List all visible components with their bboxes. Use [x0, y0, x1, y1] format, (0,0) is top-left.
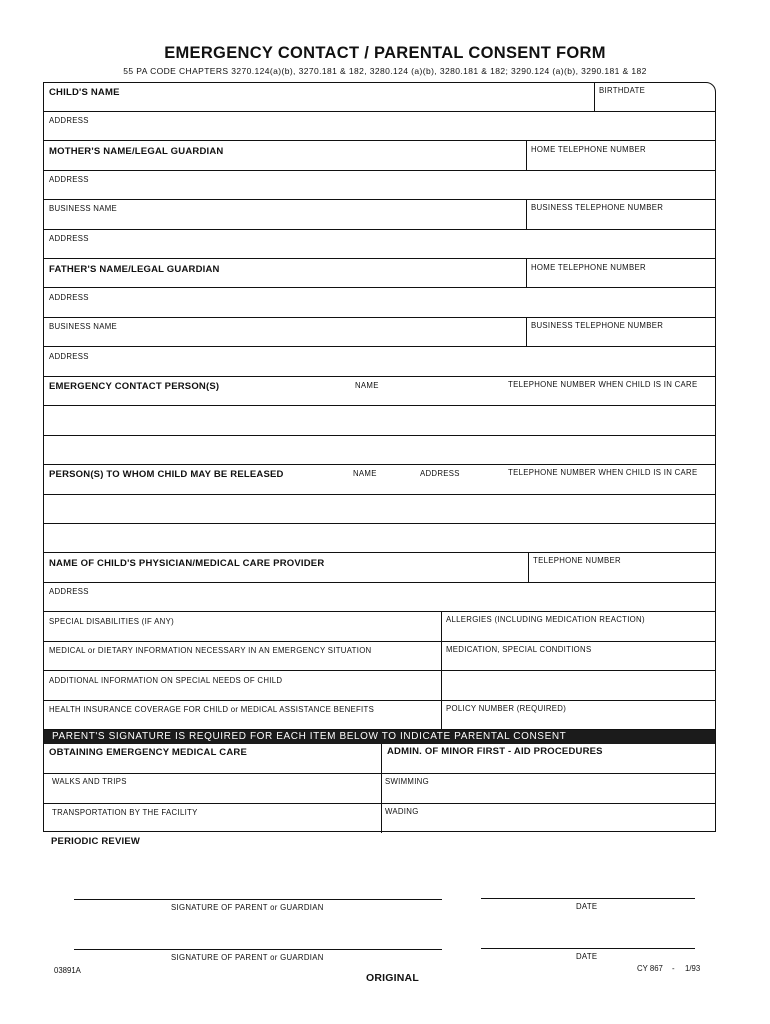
form-revision: 1/93	[685, 964, 701, 973]
signature-label-2: SIGNATURE OF PARENT or GUARDIAN	[171, 953, 324, 962]
row-father-business-address	[44, 347, 715, 377]
mother-business-phone-label: BUSINESS TELEPHONE NUMBER	[531, 203, 664, 212]
father-business-label: BUSINESS NAME	[49, 322, 118, 331]
consent-band	[44, 730, 715, 744]
emergency-phone-label: TELEPHONE NUMBER WHEN CHILD IS IN CARE	[508, 380, 698, 389]
form-number: CY 867	[637, 964, 663, 973]
release-address-label: ADDRESS	[420, 469, 460, 478]
row-release-entry-1	[44, 495, 715, 524]
form-number-separator: -	[672, 964, 675, 973]
mother-business-label: BUSINESS NAME	[49, 204, 118, 213]
emergency-heading: EMERGENCY CONTACT PERSON(S)	[49, 381, 220, 392]
date-label-1: DATE	[576, 902, 598, 911]
divider-mother-phone	[526, 141, 527, 171]
row-walks	[44, 774, 715, 804]
additional-label: ADDITIONAL INFORMATION ON SPECIAL NEEDS OF CHILD	[49, 676, 283, 685]
form-title: EMERGENCY CONTACT / PARENTAL CONSENT FORM	[164, 44, 606, 62]
physician-heading: NAME OF CHILD'S PHYSICIAN/MEDICAL CARE PROVIDER	[49, 558, 325, 569]
insurance-label: HEALTH INSURANCE COVERAGE FOR CHILD or MEDICAL ASSISTANCE BENEFITS	[49, 705, 375, 714]
row-child-address	[44, 112, 715, 141]
dietary-label: MEDICAL or DIETARY INFORMATION NECESSARY IN AN EMERGENCY SITUATION	[49, 646, 372, 655]
mother-name-label: MOTHER'S NAME/LEGAL GUARDIAN	[49, 146, 224, 157]
obtaining-care-label: OBTAINING EMERGENCY MEDICAL CARE	[49, 747, 247, 758]
signature-label-1: SIGNATURE OF PARENT or GUARDIAN	[171, 903, 324, 912]
father-address-label: ADDRESS	[49, 293, 89, 302]
mother-address-label: ADDRESS	[49, 175, 89, 184]
row-father-address	[44, 288, 715, 318]
divider-consent	[381, 744, 382, 833]
release-phone-label: TELEPHONE NUMBER WHEN CHILD IS IN CARE	[508, 468, 698, 477]
father-business-phone-label: BUSINESS TELEPHONE NUMBER	[531, 321, 664, 330]
consent-band-text: PARENT'S SIGNATURE IS REQUIRED FOR EACH ITEM BELOW TO INDICATE PARENTAL CONSENT	[52, 731, 567, 742]
signature-line-1[interactable]	[74, 899, 442, 900]
child-address-label: ADDRESS	[49, 116, 89, 125]
father-business-address-label: ADDRESS	[49, 352, 89, 361]
divider-medical	[441, 612, 442, 730]
row-emergency-entry-2	[44, 436, 715, 465]
father-name-label: FATHER'S NAME/LEGAL GUARDIAN	[49, 264, 220, 275]
form-subtitle: 55 PA CODE CHAPTERS 3270.124(a)(b), 3270.181 & 182, 3280.124 (a)(b), 3280.181 & 182; 3290.124 (a)(b), 3290.181 & 182	[123, 66, 647, 76]
divider-birthdate	[594, 83, 595, 112]
disabilities-label: SPECIAL DISABILITIES (IF ANY)	[49, 617, 174, 626]
date-line-2[interactable]	[481, 948, 695, 949]
physician-phone-label: TELEPHONE NUMBER	[533, 556, 621, 565]
policy-label: POLICY NUMBER (REQUIRED)	[446, 704, 567, 713]
swimming-label: SWIMMING	[385, 777, 429, 786]
wading-label: WADING	[385, 807, 419, 816]
divider-mother-business-phone	[526, 200, 527, 230]
periodic-review-heading: PERIODIC REVIEW	[51, 836, 141, 847]
emergency-name-label: NAME	[355, 381, 379, 390]
birthdate-label: BIRTHDATE	[599, 86, 646, 95]
mother-business-address-label: ADDRESS	[49, 234, 89, 243]
copy-designation: ORIGINAL	[366, 972, 419, 984]
row-physician-address	[44, 583, 715, 612]
date-line-1[interactable]	[481, 898, 695, 899]
walks-label: WALKS AND TRIPS	[52, 777, 127, 786]
row-emergency-entry-1	[44, 406, 715, 436]
release-name-label: NAME	[353, 469, 377, 478]
row-release-entry-2	[44, 524, 715, 553]
father-home-phone-label: HOME TELEPHONE NUMBER	[531, 263, 646, 272]
date-label-2: DATE	[576, 952, 598, 961]
divider-father-phone	[526, 259, 527, 288]
mother-home-phone-label: HOME TELEPHONE NUMBER	[531, 145, 646, 154]
divider-physician-phone	[528, 553, 529, 583]
divider-father-business-phone	[526, 318, 527, 347]
physician-address-label: ADDRESS	[49, 587, 89, 596]
first-aid-label: ADMIN. OF MINOR FIRST - AID PROCEDURES	[387, 746, 603, 757]
allergies-label: ALLERGIES (INCLUDING MEDICATION REACTION)	[446, 615, 645, 624]
row-mother-address	[44, 171, 715, 200]
medication-label: MEDICATION, SPECIAL CONDITIONS	[446, 645, 592, 654]
transport-label: TRANSPORTATION BY THE FACILITY	[52, 808, 198, 817]
row-mother-business-address	[44, 230, 715, 259]
release-heading: PERSON(S) TO WHOM CHILD MAY BE RELEASED	[49, 469, 284, 480]
form-code: 03891A	[54, 966, 81, 975]
form-grid	[43, 82, 716, 832]
child-name-label: CHILD'S NAME	[49, 87, 120, 98]
signature-line-2[interactable]	[74, 949, 442, 950]
